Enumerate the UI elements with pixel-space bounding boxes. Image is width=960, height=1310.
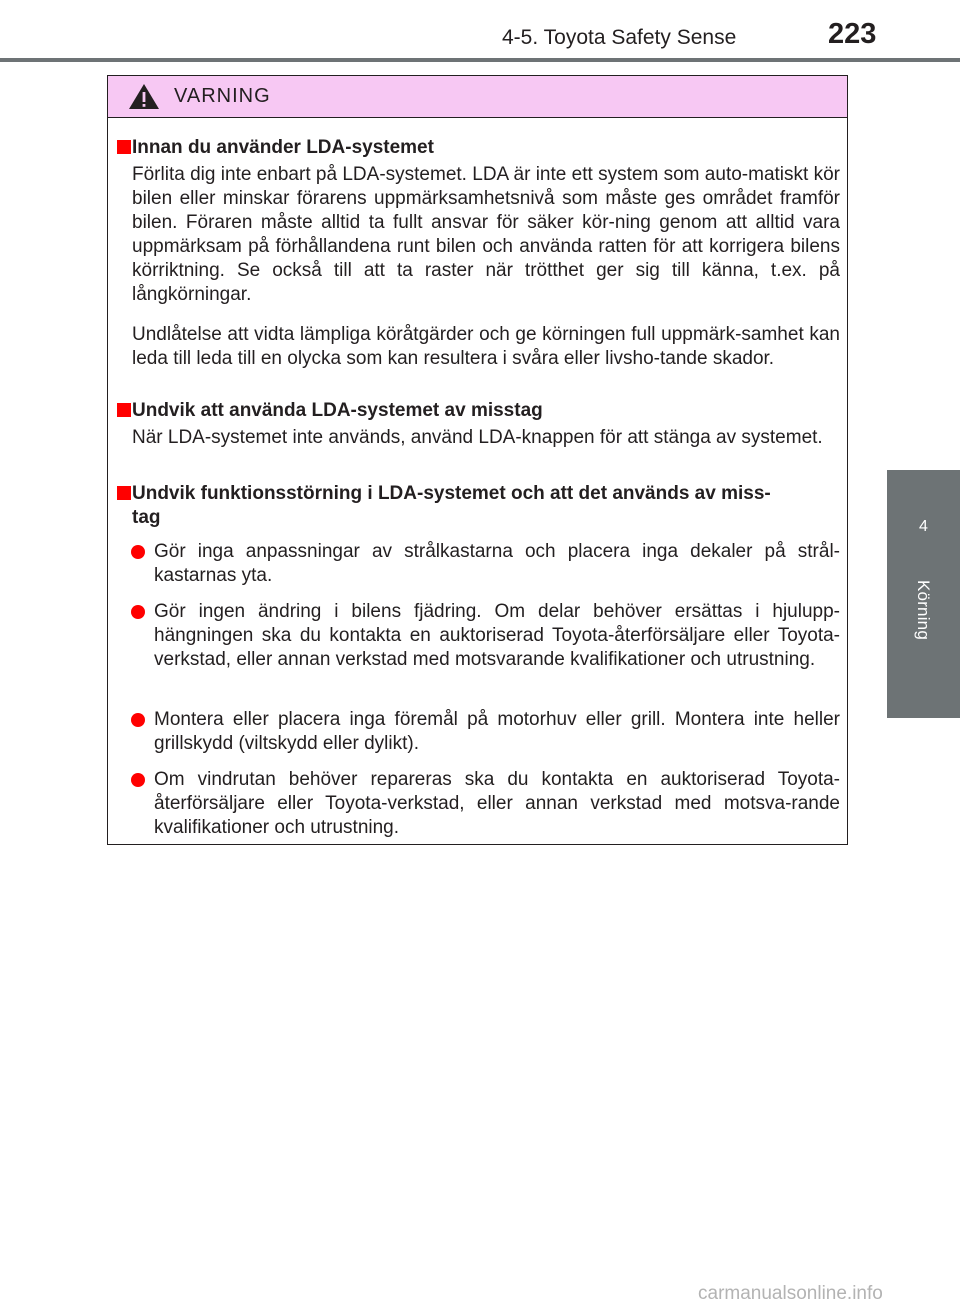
paragraph: Förlita dig inte enbart på LDA-systemet. LDA är inte ett system som auto-matiskt kör bilen eller minskar förarens uppmärksamhetsnivå som måste ges området framför bilen. Föraren måste alltid ta fullt ansvar för säker kör-ning genom att alltid vara uppmärksam på förhållandena runt bilen och använda ratten för att korrigera bilens körriktning. Se också till att ta raster när trötthet ger sig till känna, t.ex. på långkörningar.	[132, 164, 840, 305]
chapter-tab[interactable]	[887, 470, 960, 718]
warning-box: VARNING Innan du använder LDA-systemet Förlita dig inte enbart på LDA-systemet. LDA är inte ett system som auto-matiskt kör bilen eller minskar förarens uppmärksamhetsnivå som måste ges området framför bilen. Föraren måste alltid ta fullt ansvar för säker kör-ning genom att alltid vara uppmärksam på förhållandena runt bilen och använda ratten för att korrigera bilens körriktning. Se också till att ta raster när trötthet ger sig till känna, t.ex. på långkörningar. Undlåtelse att vidta lämpliga köråtgärder och ge körningen full uppmärk-samhet kan leda till leda till en olycka som kan resultera i svåra eller livsho-tande skador. Undvik att använda LDA-systemet av misstag När LDA-systemet inte används, använd LDA-knappen för att stänga av systemet. Undvik funktionsstörning i LDA-systemet och att det används av miss- tag Gör inga anpassningar av strålkastarna och placera inga dekaler på strål-kastarnas yta. Gör ingen ändring i bilens fjädring. Om delar behöver ersättas i hjulupp-hängningen ska du kontakta en auktoriserad Toyota-återförsäljare eller Toyota-verkstad, eller annan verkstad med motsvarande kvalifikationer och utrustning. Montera eller placera inga föremål på motorhuv eller grill. Montera inte heller grillskydd (viltskydd eller dylikt). Om vindrutan behöver repareras ska du kontakta en auktoriserad Toyota-återförsäljare eller Toyota-verkstad, eller annan verkstad med motsva-rande kvalifikationer och utrustning.	[107, 75, 848, 845]
warning-triangle-icon	[128, 83, 160, 115]
section-title: 4-5. Toyota Safety Sense	[502, 26, 737, 49]
round-bullet-icon	[131, 545, 145, 559]
paragraph: Undlåtelse att vidta lämpliga köråtgärder och ge körningen full uppmärk-samhet kan leda till leda till en olycka som kan resultera i svåra eller livsho-tande skador.	[132, 324, 840, 369]
chapter-tab-label: Körning	[914, 580, 933, 640]
warning-title: VARNING	[174, 85, 271, 107]
round-bullet-icon	[131, 605, 145, 619]
square-bullet-icon	[117, 140, 131, 154]
square-bullet-icon	[117, 403, 131, 417]
round-bullet-icon	[131, 773, 145, 787]
header-divider	[0, 58, 960, 62]
watermark-link[interactable]: carmanualsonline.info	[698, 1283, 883, 1304]
square-bullet-icon	[117, 486, 131, 500]
paragraph: När LDA-systemet inte används, använd LDA-knappen för att stänga av systemet.	[132, 427, 823, 448]
chapter-tab-number: 4	[919, 518, 928, 535]
round-bullet-icon	[131, 713, 145, 727]
warning-header	[108, 76, 847, 118]
page-number: 223	[828, 18, 877, 50]
